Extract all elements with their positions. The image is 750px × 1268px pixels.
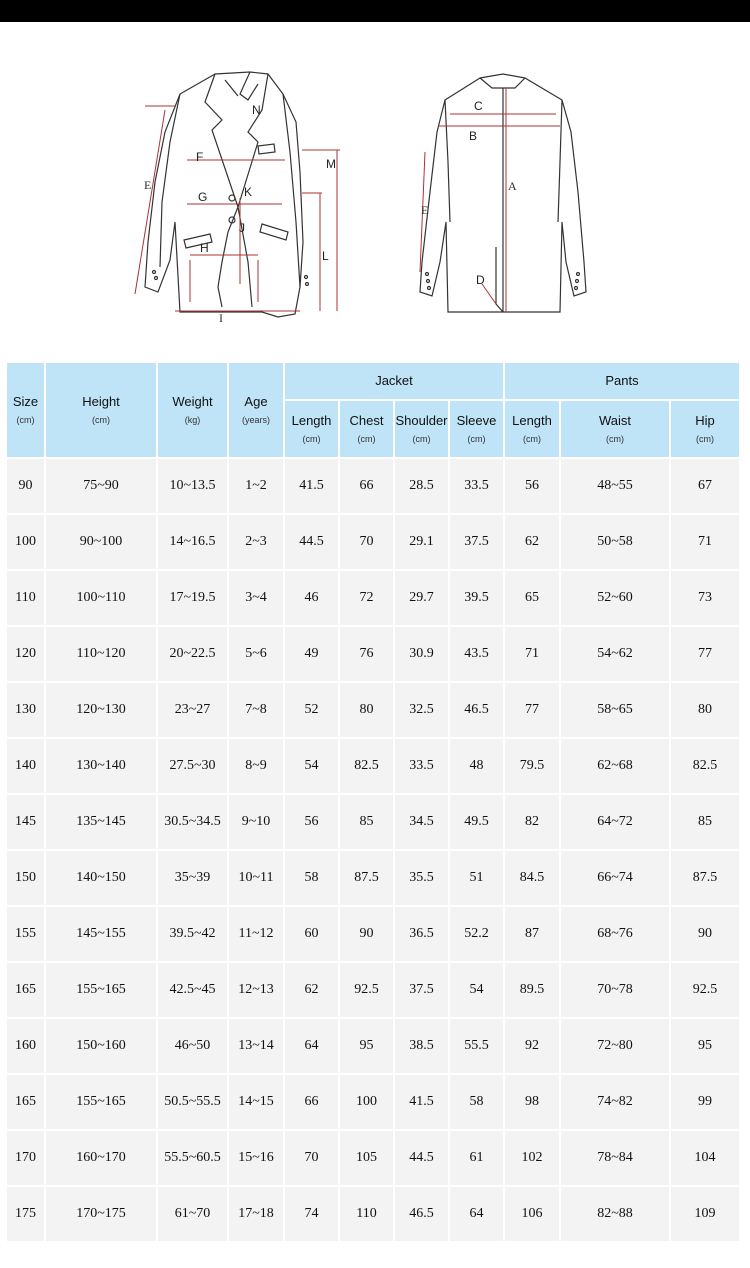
table-row bbox=[7, 571, 739, 625]
table-cell: 155 bbox=[7, 907, 44, 961]
table-cell: 82.5 bbox=[671, 739, 739, 793]
table-cell: 106 bbox=[505, 1187, 559, 1241]
diagram-label-d: D bbox=[476, 273, 485, 287]
table-cell: 64~72 bbox=[561, 795, 669, 849]
table-cell: 155~165 bbox=[46, 1075, 156, 1129]
table-cell: 110 bbox=[7, 571, 44, 625]
table-cell: 87.5 bbox=[671, 851, 739, 905]
table-cell: 90 bbox=[7, 459, 44, 513]
table-cell: 72~80 bbox=[561, 1019, 669, 1073]
table-cell: 73 bbox=[671, 571, 739, 625]
size-chart-table bbox=[5, 361, 741, 1243]
table-cell: 77 bbox=[505, 683, 559, 737]
table-row bbox=[7, 963, 739, 1017]
table-cell: 90 bbox=[340, 907, 393, 961]
table-cell: 51 bbox=[450, 851, 503, 905]
diagram-label-m: M bbox=[326, 157, 336, 171]
table-row bbox=[7, 739, 739, 793]
table-row bbox=[7, 907, 739, 961]
table-cell: 27.5~30 bbox=[158, 739, 227, 793]
table-cell: 14~15 bbox=[229, 1075, 283, 1129]
diagram-label-k: K bbox=[244, 185, 253, 199]
table-cell: 135~145 bbox=[46, 795, 156, 849]
table-cell: 140~150 bbox=[46, 851, 156, 905]
diagram-label-j: J bbox=[239, 221, 245, 235]
table-cell: 37.5 bbox=[395, 963, 448, 1017]
table-cell: 42.5~45 bbox=[158, 963, 227, 1017]
table-cell: 44.5 bbox=[285, 515, 338, 569]
table-cell: 95 bbox=[671, 1019, 739, 1073]
table-cell: 160~170 bbox=[46, 1131, 156, 1185]
table-cell: 76 bbox=[340, 627, 393, 681]
table-row bbox=[7, 683, 739, 737]
table-cell: 55.5 bbox=[450, 1019, 503, 1073]
header-pants-hip: Hip (cm) bbox=[671, 401, 739, 457]
table-cell: 49.5 bbox=[450, 795, 503, 849]
table-cell: 33.5 bbox=[395, 739, 448, 793]
table-cell: 165 bbox=[7, 963, 44, 1017]
header-jacket-shoulder: Shoulder (cm) bbox=[395, 401, 448, 457]
table-cell: 14~16.5 bbox=[158, 515, 227, 569]
table-cell: 80 bbox=[340, 683, 393, 737]
table-cell: 35~39 bbox=[158, 851, 227, 905]
table-cell: 54 bbox=[450, 963, 503, 1017]
table-cell: 145 bbox=[7, 795, 44, 849]
table-cell: 41.5 bbox=[285, 459, 338, 513]
table-cell: 61~70 bbox=[158, 1187, 227, 1241]
diagram-label-g: G bbox=[198, 190, 208, 204]
table-cell: 120~130 bbox=[46, 683, 156, 737]
table-cell: 68~76 bbox=[561, 907, 669, 961]
table-cell: 46 bbox=[285, 571, 338, 625]
diagram-label-l: L bbox=[322, 249, 329, 263]
table-cell: 82.5 bbox=[340, 739, 393, 793]
table-cell: 46.5 bbox=[450, 683, 503, 737]
header-size: Size (cm) bbox=[7, 363, 44, 457]
table-cell: 170~175 bbox=[46, 1187, 156, 1241]
header-jacket-chest: Chest (cm) bbox=[340, 401, 393, 457]
table-cell: 110 bbox=[340, 1187, 393, 1241]
table-cell: 71 bbox=[505, 627, 559, 681]
table-cell: 77 bbox=[671, 627, 739, 681]
back-jacket-drawing bbox=[420, 74, 586, 312]
header-jacket-length: Length (cm) bbox=[285, 401, 338, 457]
table-cell: 28.5 bbox=[395, 459, 448, 513]
table-cell: 46~50 bbox=[158, 1019, 227, 1073]
table-cell: 61 bbox=[450, 1131, 503, 1185]
table-cell: 84.5 bbox=[505, 851, 559, 905]
diagram-label-f: F bbox=[196, 150, 204, 164]
table-cell: 62~68 bbox=[561, 739, 669, 793]
table-cell: 66 bbox=[285, 1075, 338, 1129]
table-cell: 75~90 bbox=[46, 459, 156, 513]
table-cell: 38.5 bbox=[395, 1019, 448, 1073]
table-cell: 62 bbox=[285, 963, 338, 1017]
table-cell: 9~10 bbox=[229, 795, 283, 849]
table-cell: 120 bbox=[7, 627, 44, 681]
table-cell: 52.2 bbox=[450, 907, 503, 961]
table-cell: 130 bbox=[7, 683, 44, 737]
table-cell: 155~165 bbox=[46, 963, 156, 1017]
table-cell: 12~13 bbox=[229, 963, 283, 1017]
table-cell: 92.5 bbox=[340, 963, 393, 1017]
table-cell: 8~9 bbox=[229, 739, 283, 793]
diagram-label-b: B bbox=[469, 129, 478, 143]
table-cell: 92 bbox=[505, 1019, 559, 1073]
header-pants: Pants bbox=[505, 363, 739, 399]
size-chart-body bbox=[7, 459, 739, 1241]
measurement-diagram bbox=[0, 22, 750, 360]
table-cell: 95 bbox=[340, 1019, 393, 1073]
table-cell: 85 bbox=[671, 795, 739, 849]
table-cell: 90~100 bbox=[46, 515, 156, 569]
table-cell: 11~12 bbox=[229, 907, 283, 961]
header-pants-length: Length (cm) bbox=[505, 401, 559, 457]
table-cell: 67 bbox=[671, 459, 739, 513]
table-cell: 32.5 bbox=[395, 683, 448, 737]
table-cell: 72 bbox=[340, 571, 393, 625]
diagram-label-e-back: E bbox=[421, 203, 429, 217]
table-cell: 37.5 bbox=[450, 515, 503, 569]
table-cell: 150~160 bbox=[46, 1019, 156, 1073]
table-cell: 1~2 bbox=[229, 459, 283, 513]
table-cell: 58 bbox=[450, 1075, 503, 1129]
table-cell: 56 bbox=[285, 795, 338, 849]
table-cell: 71 bbox=[671, 515, 739, 569]
table-cell: 7~8 bbox=[229, 683, 283, 737]
table-cell: 82~88 bbox=[561, 1187, 669, 1241]
table-cell: 70 bbox=[340, 515, 393, 569]
table-row bbox=[7, 1187, 739, 1241]
diagram-label-e-front: E bbox=[144, 178, 152, 192]
table-cell: 104 bbox=[671, 1131, 739, 1185]
table-cell: 58 bbox=[285, 851, 338, 905]
table-cell: 10~11 bbox=[229, 851, 283, 905]
header-jacket-sleeve: Sleeve (cm) bbox=[450, 401, 503, 457]
table-cell: 43.5 bbox=[450, 627, 503, 681]
back-measure-lines bbox=[420, 88, 560, 312]
header-jacket: Jacket bbox=[285, 363, 503, 399]
table-row bbox=[7, 1131, 739, 1185]
table-cell: 140 bbox=[7, 739, 44, 793]
table-cell: 30.5~34.5 bbox=[158, 795, 227, 849]
table-cell: 20~22.5 bbox=[158, 627, 227, 681]
diagram-label-h: H bbox=[200, 241, 209, 255]
table-cell: 48 bbox=[450, 739, 503, 793]
table-cell: 170 bbox=[7, 1131, 44, 1185]
table-cell: 15~16 bbox=[229, 1131, 283, 1185]
table-cell: 79.5 bbox=[505, 739, 559, 793]
front-jacket-drawing bbox=[145, 72, 309, 317]
table-cell: 36.5 bbox=[395, 907, 448, 961]
header-pants-waist: Waist (cm) bbox=[561, 401, 669, 457]
table-row bbox=[7, 1075, 739, 1129]
table-cell: 89.5 bbox=[505, 963, 559, 1017]
table-cell: 49 bbox=[285, 627, 338, 681]
table-cell: 60 bbox=[285, 907, 338, 961]
table-cell: 48~55 bbox=[561, 459, 669, 513]
table-cell: 44.5 bbox=[395, 1131, 448, 1185]
table-cell: 150 bbox=[7, 851, 44, 905]
table-row bbox=[7, 627, 739, 681]
table-cell: 58~65 bbox=[561, 683, 669, 737]
table-cell: 3~4 bbox=[229, 571, 283, 625]
table-cell: 130~140 bbox=[46, 739, 156, 793]
table-cell: 85 bbox=[340, 795, 393, 849]
table-cell: 33.5 bbox=[450, 459, 503, 513]
table-cell: 55.5~60.5 bbox=[158, 1131, 227, 1185]
header-height: Height (cm) bbox=[46, 363, 156, 457]
table-cell: 160 bbox=[7, 1019, 44, 1073]
table-cell: 66 bbox=[340, 459, 393, 513]
table-cell: 87.5 bbox=[340, 851, 393, 905]
top-black-bar bbox=[0, 0, 750, 22]
table-cell: 41.5 bbox=[395, 1075, 448, 1129]
table-cell: 87 bbox=[505, 907, 559, 961]
table-cell: 23~27 bbox=[158, 683, 227, 737]
table-cell: 64 bbox=[450, 1187, 503, 1241]
table-cell: 50~58 bbox=[561, 515, 669, 569]
table-cell: 100 bbox=[7, 515, 44, 569]
table-cell: 30.9 bbox=[395, 627, 448, 681]
table-cell: 52~60 bbox=[561, 571, 669, 625]
table-row bbox=[7, 795, 739, 849]
table-cell: 52 bbox=[285, 683, 338, 737]
table-cell: 99 bbox=[671, 1075, 739, 1129]
table-row bbox=[7, 851, 739, 905]
table-cell: 109 bbox=[671, 1187, 739, 1241]
header-weight: Weight (kg) bbox=[158, 363, 227, 457]
table-cell: 78~84 bbox=[561, 1131, 669, 1185]
table-cell: 80 bbox=[671, 683, 739, 737]
table-cell: 56 bbox=[505, 459, 559, 513]
diagram-label-n: N bbox=[252, 103, 261, 117]
table-cell: 175 bbox=[7, 1187, 44, 1241]
table-cell: 100 bbox=[340, 1075, 393, 1129]
table-cell: 50.5~55.5 bbox=[158, 1075, 227, 1129]
table-cell: 39.5~42 bbox=[158, 907, 227, 961]
table-cell: 2~3 bbox=[229, 515, 283, 569]
table-cell: 145~155 bbox=[46, 907, 156, 961]
table-cell: 17~18 bbox=[229, 1187, 283, 1241]
table-row bbox=[7, 459, 739, 513]
table-cell: 66~74 bbox=[561, 851, 669, 905]
table-cell: 74~82 bbox=[561, 1075, 669, 1129]
table-cell: 100~110 bbox=[46, 571, 156, 625]
table-cell: 29.7 bbox=[395, 571, 448, 625]
table-cell: 13~14 bbox=[229, 1019, 283, 1073]
table-cell: 29.1 bbox=[395, 515, 448, 569]
table-row bbox=[7, 515, 739, 569]
table-cell: 46.5 bbox=[395, 1187, 448, 1241]
table-cell: 39.5 bbox=[450, 571, 503, 625]
header-age: Age (years) bbox=[229, 363, 283, 457]
table-cell: 74 bbox=[285, 1187, 338, 1241]
table-cell: 17~19.5 bbox=[158, 571, 227, 625]
table-cell: 98 bbox=[505, 1075, 559, 1129]
table-cell: 5~6 bbox=[229, 627, 283, 681]
diagram-label-a: A bbox=[508, 179, 517, 193]
table-cell: 54~62 bbox=[561, 627, 669, 681]
diagram-label-i: I bbox=[219, 311, 223, 325]
diagram-label-c: C bbox=[474, 99, 483, 113]
table-cell: 90 bbox=[671, 907, 739, 961]
table-cell: 35.5 bbox=[395, 851, 448, 905]
table-cell: 54 bbox=[285, 739, 338, 793]
table-cell: 70 bbox=[285, 1131, 338, 1185]
table-cell: 110~120 bbox=[46, 627, 156, 681]
table-cell: 105 bbox=[340, 1131, 393, 1185]
table-cell: 34.5 bbox=[395, 795, 448, 849]
table-cell: 65 bbox=[505, 571, 559, 625]
table-cell: 70~78 bbox=[561, 963, 669, 1017]
table-cell: 165 bbox=[7, 1075, 44, 1129]
table-row bbox=[7, 1019, 739, 1073]
table-cell: 10~13.5 bbox=[158, 459, 227, 513]
table-cell: 102 bbox=[505, 1131, 559, 1185]
table-cell: 82 bbox=[505, 795, 559, 849]
table-cell: 92.5 bbox=[671, 963, 739, 1017]
table-cell: 64 bbox=[285, 1019, 338, 1073]
table-cell: 62 bbox=[505, 515, 559, 569]
